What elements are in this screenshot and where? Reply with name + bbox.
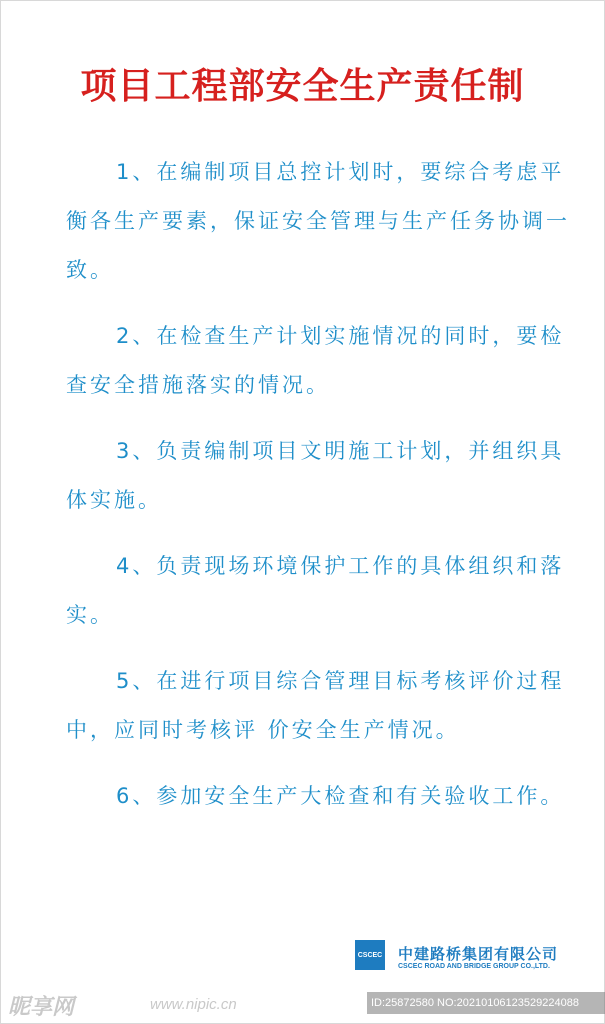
watermark-url: www.nipic.cn (150, 996, 237, 1013)
list-item: 4、负责现场环境保护工作的具体组织和落实。 (66, 554, 565, 627)
company-name-en: CSCEC ROAD AND BRIDGE GROUP CO.,LTD. (398, 963, 550, 970)
list-item: 5、在进行项目综合管理目标考核评价过程中，应同时考核评 价安全生产情况。 (66, 669, 565, 742)
document-title: 项目工程部安全生产责任制 (80, 66, 525, 107)
watermark-brand: 昵享网 (8, 995, 75, 1020)
logo-text: CSCEC (357, 951, 383, 959)
responsibility-list (66, 148, 582, 838)
list-item: 2、在检查生产计划实施情况的同时，要检查安全措施落实的情况。 (66, 324, 565, 397)
list-item: 3、负责编制项目文明施工计划，并组织具体实施。 (66, 439, 565, 512)
image-id-strip: ID:25872580 NO:20210106123529224088 (367, 992, 605, 1014)
company-name-cn: 中建路桥集团有限公司 (398, 945, 559, 963)
company-logo-icon (355, 940, 385, 970)
list-item: 1、在编制项目总控计划时，要综合考虑平衡各生产要素，保证安全管理与生产任务协调一致。 (66, 160, 570, 282)
list-item: 6、参加安全生产大检查和有关验收工作。 (116, 784, 565, 808)
